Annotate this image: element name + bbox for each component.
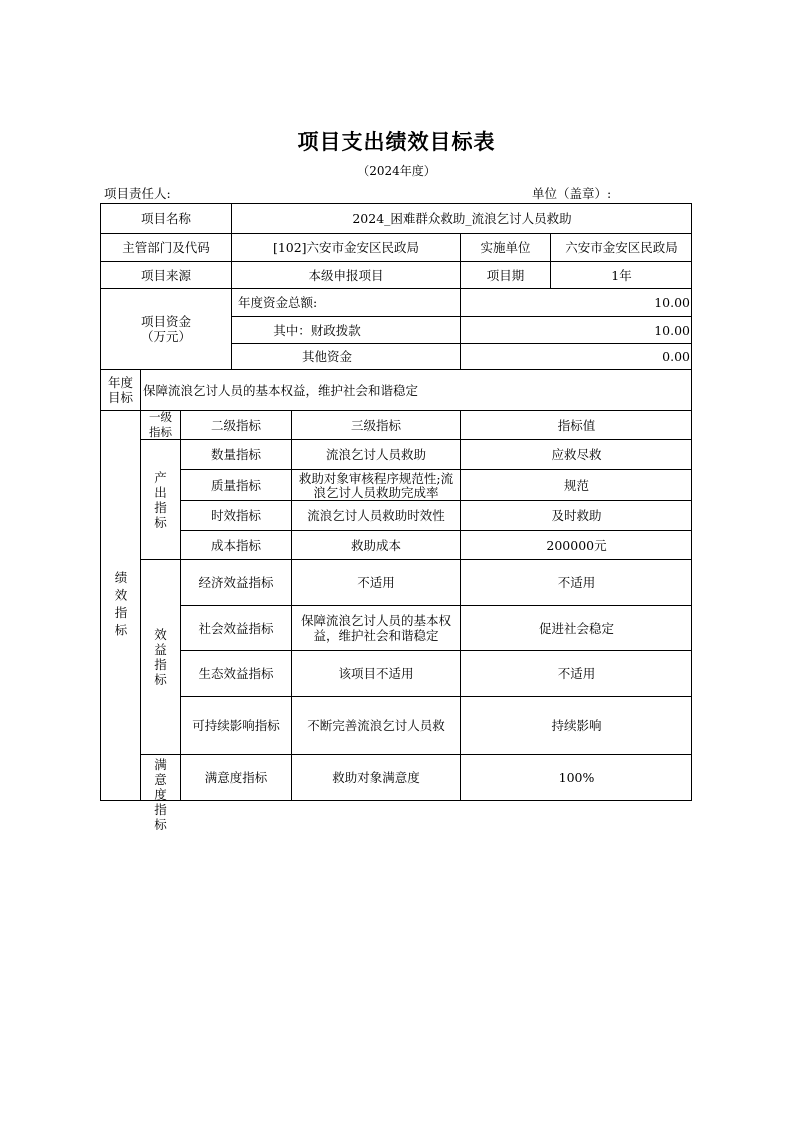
other-funds-value: 0.00 xyxy=(461,344,692,370)
annual-total-funds-value: 10.00 xyxy=(461,289,692,317)
level1-header: 一级指标 xyxy=(141,411,181,440)
performance-target-table xyxy=(100,203,692,832)
benefit-indicators-label: 效益指标 xyxy=(141,560,181,755)
indicator-value-cell: 应救尽救 xyxy=(461,440,692,470)
level3-cell: 不适用 xyxy=(292,560,461,606)
project-source-label: 项目来源 xyxy=(101,262,232,289)
level3-cell: 救助对象审核程序规范性;流浪乞讨人员救助完成率 xyxy=(292,470,461,501)
indicator-value-cell: 促进社会稳定 xyxy=(461,606,692,651)
indicator-value-cell: 不适用 xyxy=(461,651,692,697)
page-title: 项目支出绩效目标表 xyxy=(297,130,496,154)
implementing-unit-value: 六安市金安区民政局 xyxy=(551,234,692,262)
project-source-value: 本级申报项目 xyxy=(232,262,461,289)
other-funds-label: 其他资金 xyxy=(232,344,461,370)
project-funds-label: 项目资金（万元） xyxy=(101,289,232,370)
level3-cell: 救助成本 xyxy=(292,531,461,560)
annual-total-funds-label: 年度资金总额: xyxy=(232,289,461,317)
year-subtitle: （2024年度） xyxy=(357,164,436,178)
level2-cell: 数量指标 xyxy=(181,440,292,470)
level2-cell: 质量指标 xyxy=(181,470,292,501)
level2-cell: 可持续影响指标 xyxy=(181,697,292,755)
responsible-person-label: 项目责任人: xyxy=(104,186,171,201)
indicator-value-cell: 规范 xyxy=(461,470,692,501)
implementing-unit-label: 实施单位 xyxy=(461,234,551,262)
level3-cell: 流浪乞讨人员救助 xyxy=(292,440,461,470)
satisfaction-indicators-label: 满意度指标 xyxy=(141,755,181,800)
level2-cell: 经济效益指标 xyxy=(181,560,292,606)
level3-header: 三级指标 xyxy=(292,411,461,440)
project-name-label: 项目名称 xyxy=(101,204,232,234)
performance-indicators-label: 绩效指标 xyxy=(101,411,141,800)
annual-goal-value: 保障流浪乞讨人员的基本权益，维护社会和谐稳定 xyxy=(141,370,692,411)
output-indicators-label: 产出指标 xyxy=(141,440,181,560)
level2-cell: 满意度指标 xyxy=(181,755,292,800)
indicator-value-cell: 100% xyxy=(558,770,595,785)
level3-cell: 不断完善流浪乞讨人员救 xyxy=(292,697,461,755)
level2-cell: 成本指标 xyxy=(181,531,292,560)
department-label: 主管部门及代码 xyxy=(101,234,232,262)
indicator-value-cell: 不适用 xyxy=(461,560,692,606)
fiscal-appropriation-value: 10.00 xyxy=(461,317,692,344)
level3-cell: 保障流浪乞讨人员的基本权益，维护社会和谐稳定 xyxy=(292,606,461,651)
indicator-value-cell: 及时救助 xyxy=(461,501,692,531)
level2-header: 二级指标 xyxy=(181,411,292,440)
level3-cell: 流浪乞讨人员救助时效性 xyxy=(292,501,461,531)
level3-cell: 该项目不适用 xyxy=(292,651,461,697)
fiscal-appropriation-label: 其中：财政拨款 xyxy=(232,317,461,344)
level2-cell: 社会效益指标 xyxy=(181,606,292,651)
indicator-value-cell: 持续影响 xyxy=(461,697,692,755)
project-name-value: 2024_困难群众救助_流浪乞讨人员救助 xyxy=(232,204,692,234)
indicator-value-cell: 200000元 xyxy=(461,531,692,560)
level2-cell: 时效指标 xyxy=(181,501,292,531)
project-period-value: 1年 xyxy=(551,262,692,289)
unit-seal-label: 单位（盖章）: xyxy=(532,186,612,201)
annual-goal-label: 年度目标 xyxy=(101,370,141,411)
department-value: [102]六安市金安区民政局 xyxy=(232,234,461,262)
indicator-value-header: 指标值 xyxy=(461,411,692,440)
level2-cell: 生态效益指标 xyxy=(181,651,292,697)
project-period-label: 项目期 xyxy=(461,262,551,289)
level3-cell: 救助对象满意度 xyxy=(292,755,461,800)
